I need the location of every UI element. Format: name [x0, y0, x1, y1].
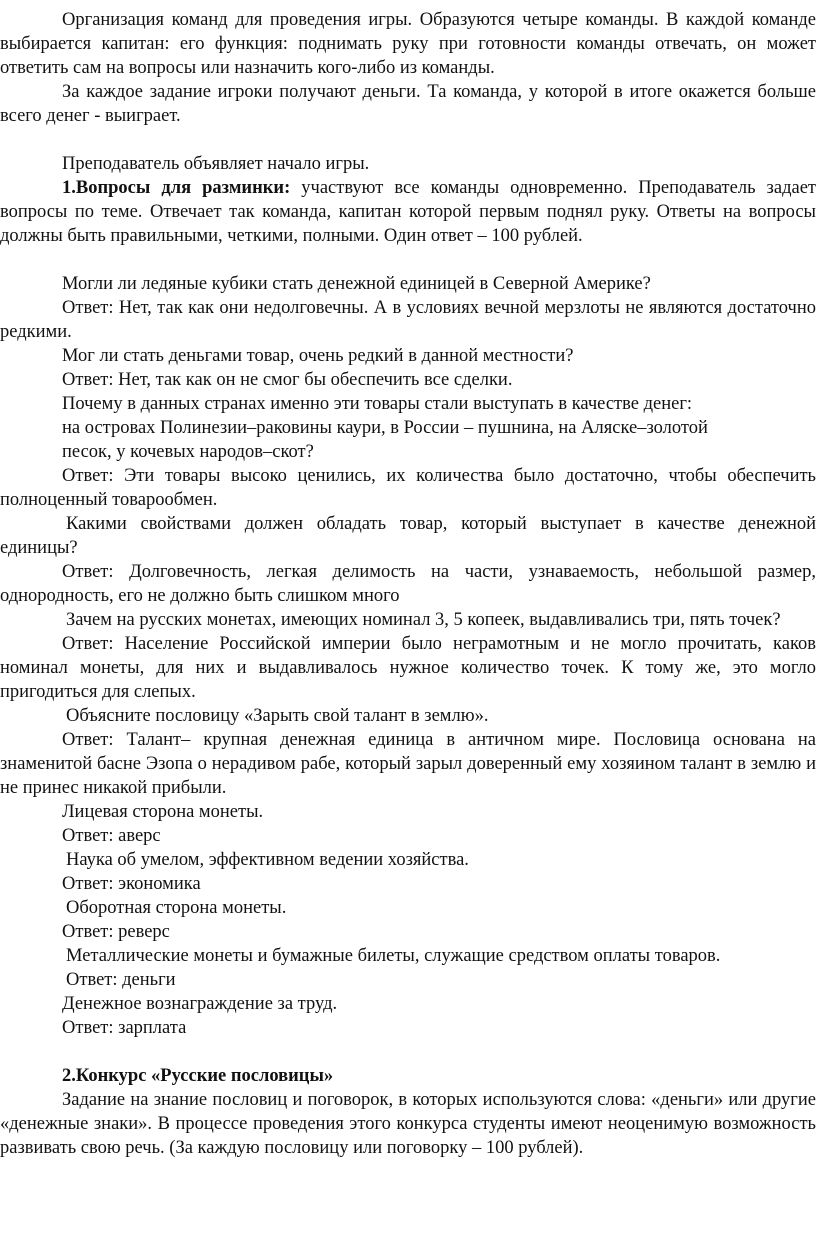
answer-money-properties: Ответ: Долговечность, легкая делимость на части, узнаваемость, небольшой размер, однородность, его не должно быть слишком много — [0, 562, 816, 606]
question-money-properties: Какими свойствами должен обладать товар, который выступает в качестве денежной единицы? — [0, 514, 816, 558]
blank-line — [0, 128, 816, 152]
section2-paragraph: Задание на знание пословиц и поговорок, в которых используются слова: «деньги» или другие «денежные знаки». В процессе проведения этого конкурса студенты имеют неоценимую возможность развивать свою речь. (За каждую пословицу или поговорку – 100 рублей). — [0, 1090, 816, 1158]
section1-heading: 1.Вопросы для разминки: — [62, 178, 291, 198]
intro-paragraph-money: За каждое задание игроки получают деньги. Та команда, у которой в итоге окажется больше всего денег - выиграет. — [0, 82, 816, 126]
question-commodity-money-line2: на островах Полинезии–раковины каури, в России – пушнина, на Аляске–золотой — [62, 418, 708, 438]
blank-line — [0, 248, 816, 272]
blank-line — [0, 1040, 816, 1064]
question-coin-dots: Зачем на русских монетах, имеющих номинал 3, 5 копеек, выдавливались три, пять точек? — [66, 610, 781, 630]
answer-commodity-money: Ответ: Эти товары высоко ценились, их количества было достаточно, чтобы обеспечить полноценный товарообмен. — [0, 466, 816, 510]
question-commodity-money-line1: Почему в данных странах именно эти товары стали выступать в качестве денег: — [62, 394, 693, 414]
section2-heading: 2.Конкурс «Русские пословицы» — [62, 1066, 334, 1086]
question-salary: Денежное вознаграждение за труд. — [62, 994, 338, 1014]
document-page — [0, 8, 816, 1160]
section1-text: участвуют все команды одновременно. Преподаватель задает вопросы по теме. Отвечает так команда, капитан которой первым поднял руку. Ответы на вопросы должны быть правильными, четкими, полными. Один ответ – 100 рублей. — [0, 178, 816, 246]
answer-ice-cubes: Ответ: Нет, так как они недолговечны. А в условиях вечной мерзлоты не являются достаточно редкими. — [0, 298, 816, 342]
question-coin-back: Оборотная сторона монеты. — [66, 898, 287, 918]
question-money-definition: Металлические монеты и бумажные билеты, служащие средством оплаты товаров. — [66, 946, 721, 966]
game-start-line: Преподаватель объявляет начало игры. — [62, 154, 370, 174]
question-talent-proverb: Объясните пословицу «Зарыть свой талант в землю». — [66, 706, 489, 726]
answer-coin-dots: Ответ: Население Российской империи было неграмотным и не могло прочитать, каков номинал монеты, для них и выдавливалось нужное количество точек. К тому же, это могло пригодиться для слепых. — [0, 634, 816, 702]
question-coin-front: Лицевая сторона монеты. — [62, 802, 264, 822]
answer-talent-proverb: Ответ: Талант– крупная денежная единица в античном мире. Пословица основана на знаменитой басне Эзопа о нерадивом рабе, который зарыл доверенный ему хозяином талант в землю и не принес никакой прибыли. — [0, 730, 816, 798]
question-ice-cubes: Могли ли ледяные кубики стать денежной единицей в Северной Америке? — [62, 274, 651, 294]
answer-coin-front: Ответ: аверс — [62, 826, 161, 846]
answer-rare-goods: Ответ: Нет, так как он не смог бы обеспечить все сделки. — [62, 370, 513, 390]
section1-paragraph — [0, 176, 816, 248]
answer-coin-back: Ответ: реверс — [62, 922, 170, 942]
intro-paragraph-teams: Организация команд для проведения игры. Образуются четыре команды. В каждой команде выбирается капитан: его функция: поднимать руку при готовности команды отвечать, он может ответить сам на вопросы или назначить кого-либо из команды. — [0, 10, 816, 78]
section2-heading-line — [0, 1064, 816, 1088]
question-rare-goods: Мог ли стать деньгами товар, очень редкий в данной местности? — [62, 346, 574, 366]
answer-economics: Ответ: экономика — [62, 874, 201, 894]
answer-money-definition: Ответ: деньги — [66, 970, 176, 990]
question-economics: Наука об умелом, эффективном ведении хозяйства. — [66, 850, 469, 870]
answer-salary: Ответ: зарплата — [62, 1018, 187, 1038]
question-commodity-money-line3: песок, у кочевых народов–скот? — [62, 442, 314, 462]
